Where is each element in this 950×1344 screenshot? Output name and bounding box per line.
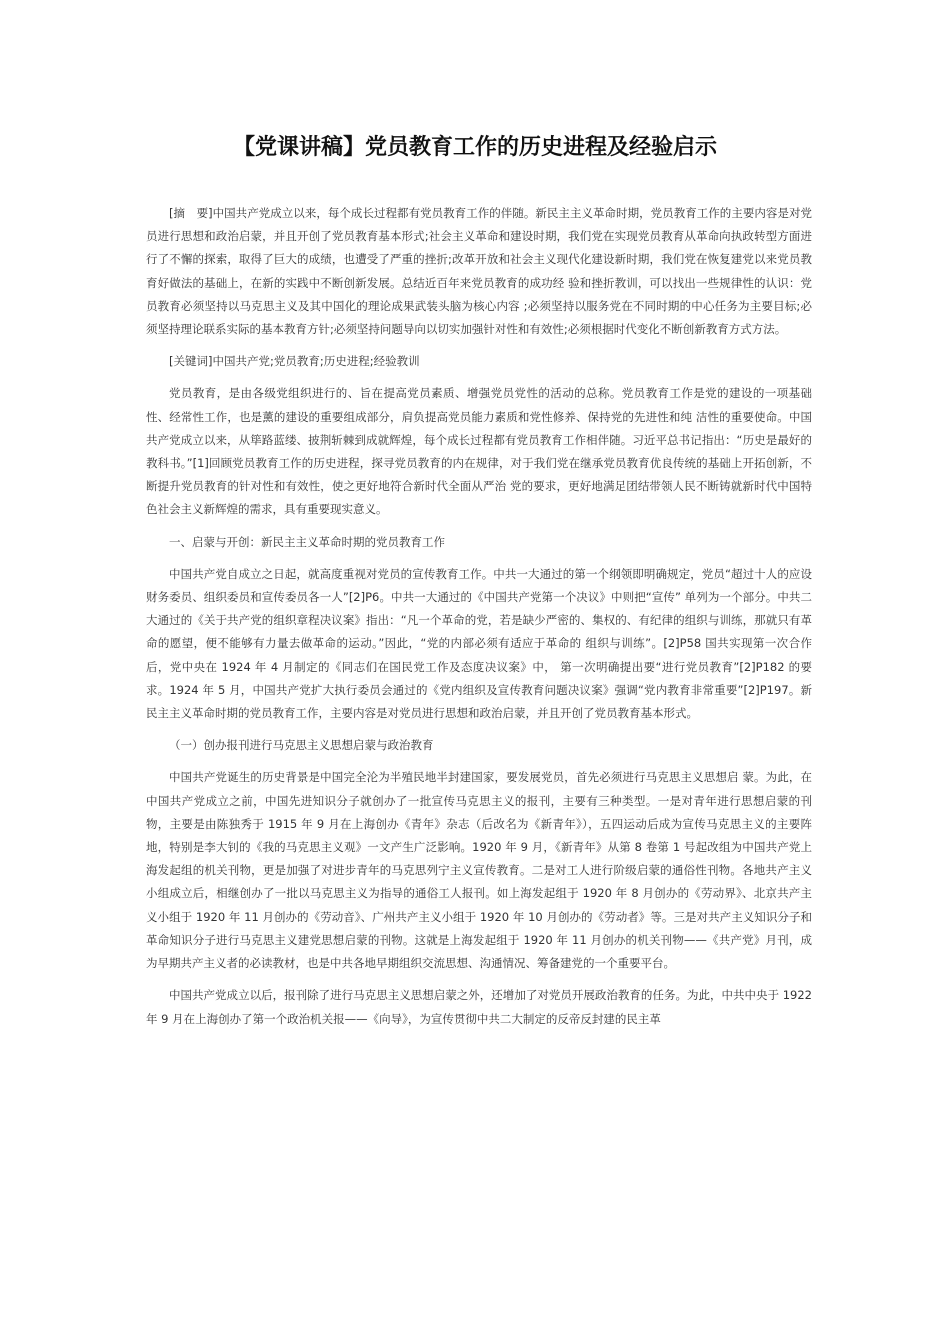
document-title: 【党课讲稿】党员教育工作的历史进程及经验启示 — [232, 135, 717, 160]
body-paragraph: 中国共产党自成立之日起，就高度重视对党员的宣传教育工作。中共一大通过的第一个纲领即明确规定，党员“超过十人的应设财务委员、组织委员和宣传委员各一人”[2]P6。中共一大通过的《中国共产党第一个决议》中则把“宣传” 单列为一个部分。中共二大通过的《关于共产党的组织章程决议案》指出：“凡一个革命的党，若是缺少严密的、集权的、有纪律的组织与训练，那就只有革命的愿望，便不能够有力量去做革命的运动。”因此，“党的内部必须有适应于革命的 组织与训练”。[2]P58 国共实现第一次合作后，党中央在 1924 年 4 月制定的《同志们在国民党工作及态度决议案》中， 第一次明确提出要“进行党员教育”[2]P182 的要求。1924 年 5 月，中国共产党扩大执行委员会通过的《党内组织及宣传教育问题决议案》强调“党内教育非常重要”[2]P197。新民主主义革命时期的党员教育工作，主要内容是对党员进行思想和政治启蒙，并且开创了党员教育基本形式。 — [146, 566, 812, 721]
intro-paragraph: 党员教育，是由各级党组织进行的、旨在提高党员素质、增强党员党性的活动的总称。党员教育工作是党的建设的一项基础性、经常性工作，也是薰的建设的重要组成部分，肩负提高党员能力素质和党性修养、保持党的先进性和纯 洁性的重要使命。中国共产党成立以来，从筚路蓝缕、披荆斩棘到成就辉煌，每个成长过程都有党员教育工作相伴随。习近平总书记指出：“历史是最好的教科书。”[1]回顾党员教育工作的历史进程，探寻党员教育的内在规律，对于我们党在继承党员教育优良传统的基础上开拓创新，不断提升党员教育的针对性和有效性，使之更好地符合新时代全面从严治 党的要求，更好地满足团结带领人民不断铸就新时代中国特色社会主义新辉煌的需求，具有重要现实意义。 — [146, 386, 812, 517]
abstract-paragraph: [摘 要]中国共产党成立以来，每个成长过程都有党员教育工作的伴随。新民主主义革命时期，党员教育工作的主要内容是对党员进行思想和政治启蒙，并且开创了党员教育基本形式;社会主义革命和建设时期，我们党在实现党员教育从革命向执政转型方面进行了不懈的探索，取得了巨大的成绩，也遭受了严重的挫折;改革开放和社会主义现代化建设新时期，我们党在恢复建党以来党员教育好做法的基础上，在新的实践中不断创新发展。总结近百年来党员教育的成功经 验和挫折教训，可以找出一些规律性的认识：党员教育必须坚持以马克思主义及其中国化的理论成果武装头脑为核心内容 ;必须坚持以服务党在不同时期的中心任务为主要目标;必须坚持理论联系实际的基本教育方针;必须坚持问题导向以切实加强针对性和有效性;必须根据时代变化不断创新教育方式方法。 — [146, 206, 812, 337]
subsection-heading-1: （一）创办报刊进行马克思主义思想启蒙与政治教育 — [169, 738, 434, 753]
keywords-paragraph: [关键词]中国共产党;党员教育;历史进程;经验教训 — [169, 354, 420, 369]
document-body — [146, 202, 812, 1040]
body-paragraph: 中国共产党诞生的历史背景是中国完全沦为半殖民地半封建国家，要发展党员，首先必须进行马克思主义思想启 蒙。为此，在中国共产党成立之前，中国先进知识分子就创办了一批宣传马克思主义的报刊，主要有三种类型。一是对青年进行思想启蒙的刊物，主要是由陈独秀于 1915 年 9 月在上海创办《青年》杂志（后改名为《新青年》），五四运动后成为宣传马克思主义的主要阵地，特别是李大钊的《我的马克思主义观》一文产生广泛影响。1920 年 9 月，《新青年》从第 8 卷第 1 号起改组为中国共产党上海发起组的机关刊物，更是加强了对进步青年的马克思列宁主义宣传教育。二是对工人进行阶级启蒙的通俗性刊物。各地共产主义小组成立后，相继创办了一批以马克思主义为指导的通俗工人报刊。如上海发起组于 1920 年 8 月创办的《劳动界》、北京共产主义小组于 1920 年 11 月创办的《劳动音》、广州共产主义小组于 1920 年 10 月创办的《劳动者》等。三是对共产主义知识分子和革命知识分子进行马克思主义建党思想启蒙的刊物。这就是上海发起组于 1920 年 11 月创办的机关刊物——《共产党》月刊，成为早期共产主义者的必读教材，也是中共各地早期组织交流思想、沟通情况、筹备建党的一个重要平台。 — [146, 770, 812, 971]
section-heading-1: 一、启蒙与开创：新民主主义革命时期的党员教育工作 — [169, 534, 445, 549]
body-paragraph: 中国共产党成立以后，报刊除了进行马克思主义思想启蒙之外，还增加了对党员开展政治教育的任务。为此，中共中央于 1922 年 9 月在上海创办了第一个政治机关报——《向导》，为宣传贯彻中共二大制定的反帝反封建的民主革 — [146, 988, 812, 1026]
